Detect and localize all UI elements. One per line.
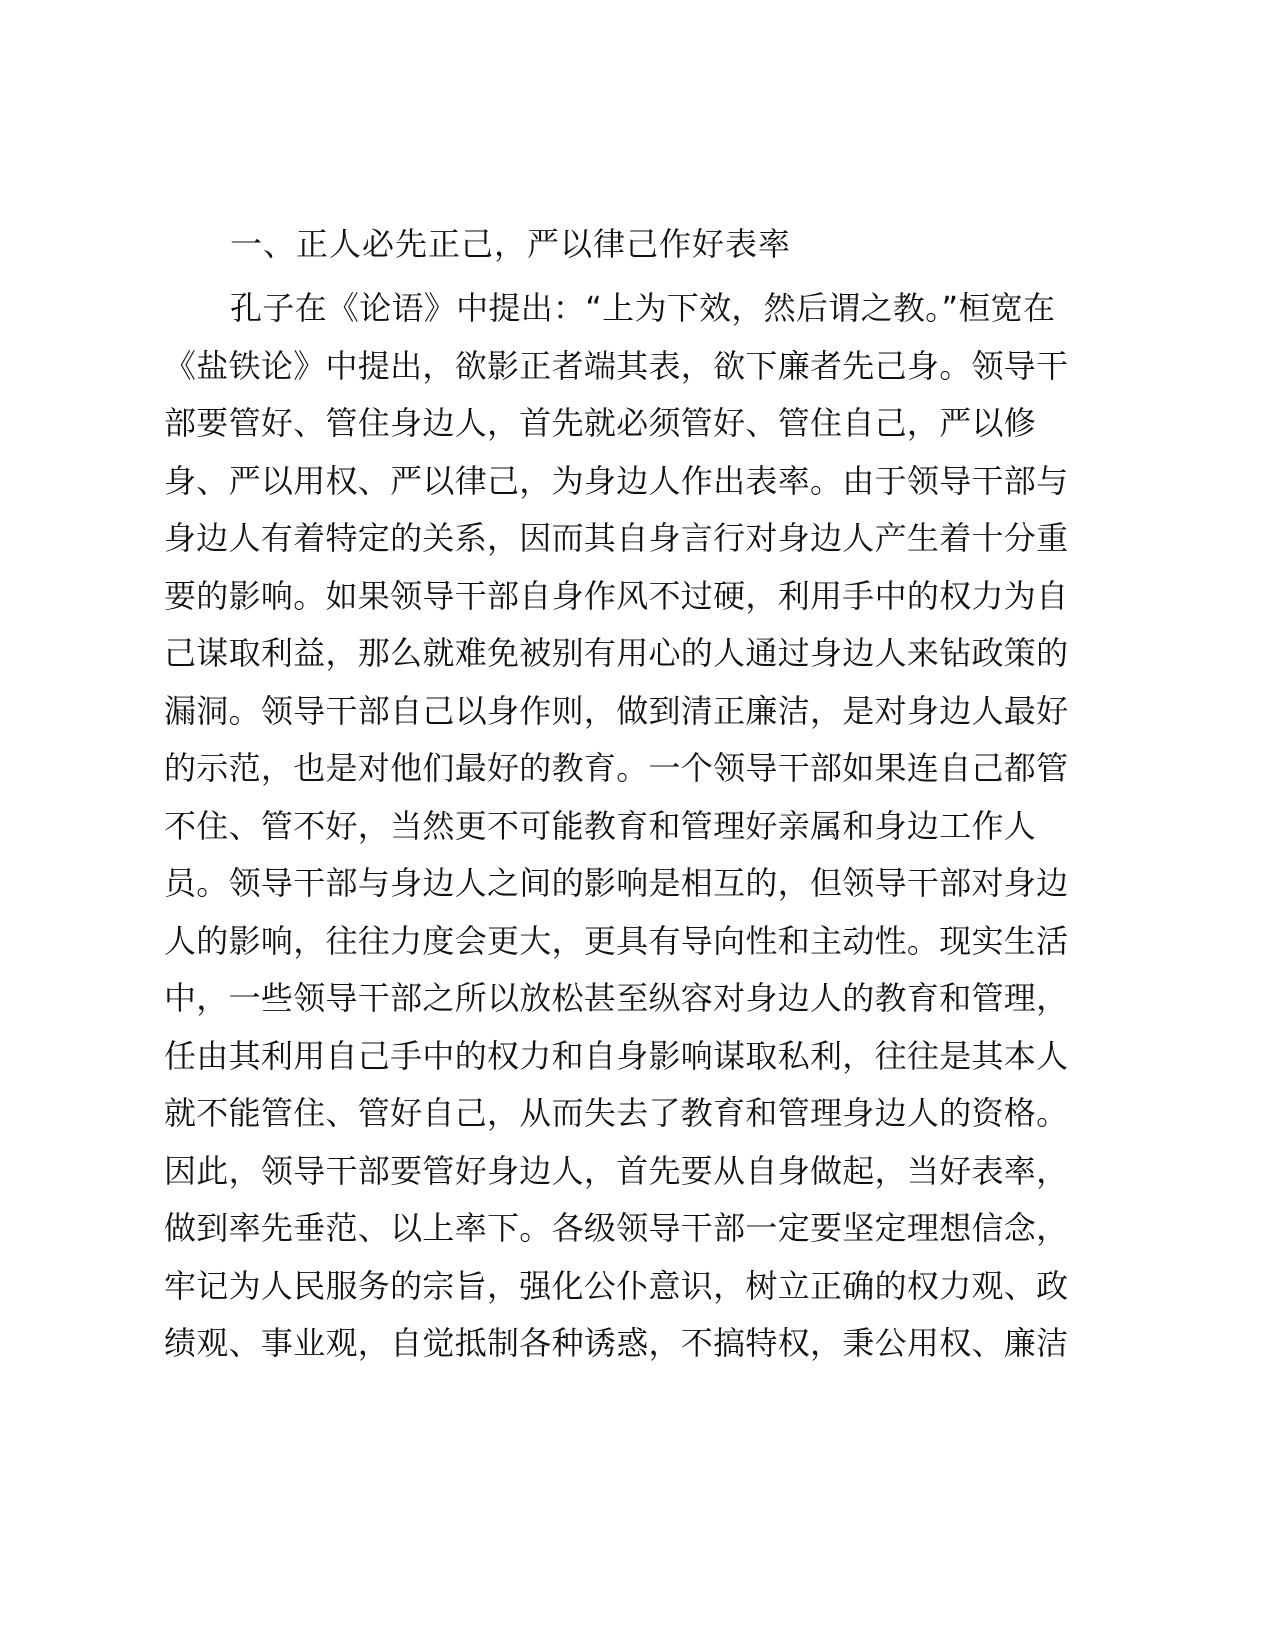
paragraph-line: 因此，领导干部要管好身边人，首先要从自身做起，当好表率，	[164, 1151, 1069, 1190]
paragraph-line: 员。领导干部与身边人之间的影响是相互的，但领导干部对身边	[164, 864, 1069, 902]
paragraph-line: 人的影响，往往力度会更大，更具有导向性和主动性。现实生活	[164, 921, 1069, 960]
paragraph-line: 孔子在《论语》中提出：“上为下效，然后谓之教。”桓宽在	[230, 289, 1056, 327]
paragraph-line: 身、严以用权、严以律己，为身边人作出表率。由于领导干部与	[164, 461, 1069, 500]
paragraph-line: 《盐铁论》中提出，欲影正者端其表，欲下廉者先己身。领导干	[164, 346, 1069, 385]
paragraph-line: 不住、管不好，当然更不可能教育和管理好亲属和身边工作人	[164, 806, 1037, 845]
body-paragraph	[164, 280, 1104, 1373]
paragraph-line: 就不能管住、管好自己，从而失去了教育和管理身边人的资格。	[164, 1094, 1069, 1132]
paragraph-line: 牢记为人民服务的宗旨，强化公仆意识，树立正确的权力观、政	[164, 1266, 1069, 1305]
paragraph-line: 漏洞。领导干部自己以身作则，做到清正廉洁，是对身边人最好	[164, 691, 1069, 730]
paragraph-line: 要的影响。如果领导干部自身作风不过硬，利用手中的权力为自	[164, 576, 1069, 615]
paragraph-line: 绩观、事业观，自觉抵制各种诱惑，不搞特权，秉公用权、廉洁	[164, 1324, 1069, 1362]
paragraph-line: 部要管好、管住身边人，首先就必须管好、管住自己，严以修	[164, 404, 1037, 442]
paragraph-line: 身边人有着特定的关系，因而其自身言行对身边人产生着十分重	[164, 519, 1069, 557]
paragraph-line: 做到率先垂范、以上率下。各级领导干部一定要坚定理想信念，	[164, 1209, 1069, 1247]
paragraph-line: 中，一些领导干部之所以放松甚至纵容对身边人的教育和管理，	[164, 979, 1069, 1017]
paragraph-line: 己谋取利益，那么就难免被别有用心的人通过身边人来钻政策的	[164, 634, 1069, 672]
paragraph-line: 的示范，也是对他们最好的教育。一个领导干部如果连自己都管	[164, 749, 1069, 787]
section-heading: 一、正人必先正己，严以律己作好表率	[230, 225, 792, 263]
paragraph-line: 任由其利用自己手中的权力和自身影响谋取私利，往往是其本人	[164, 1036, 1069, 1075]
